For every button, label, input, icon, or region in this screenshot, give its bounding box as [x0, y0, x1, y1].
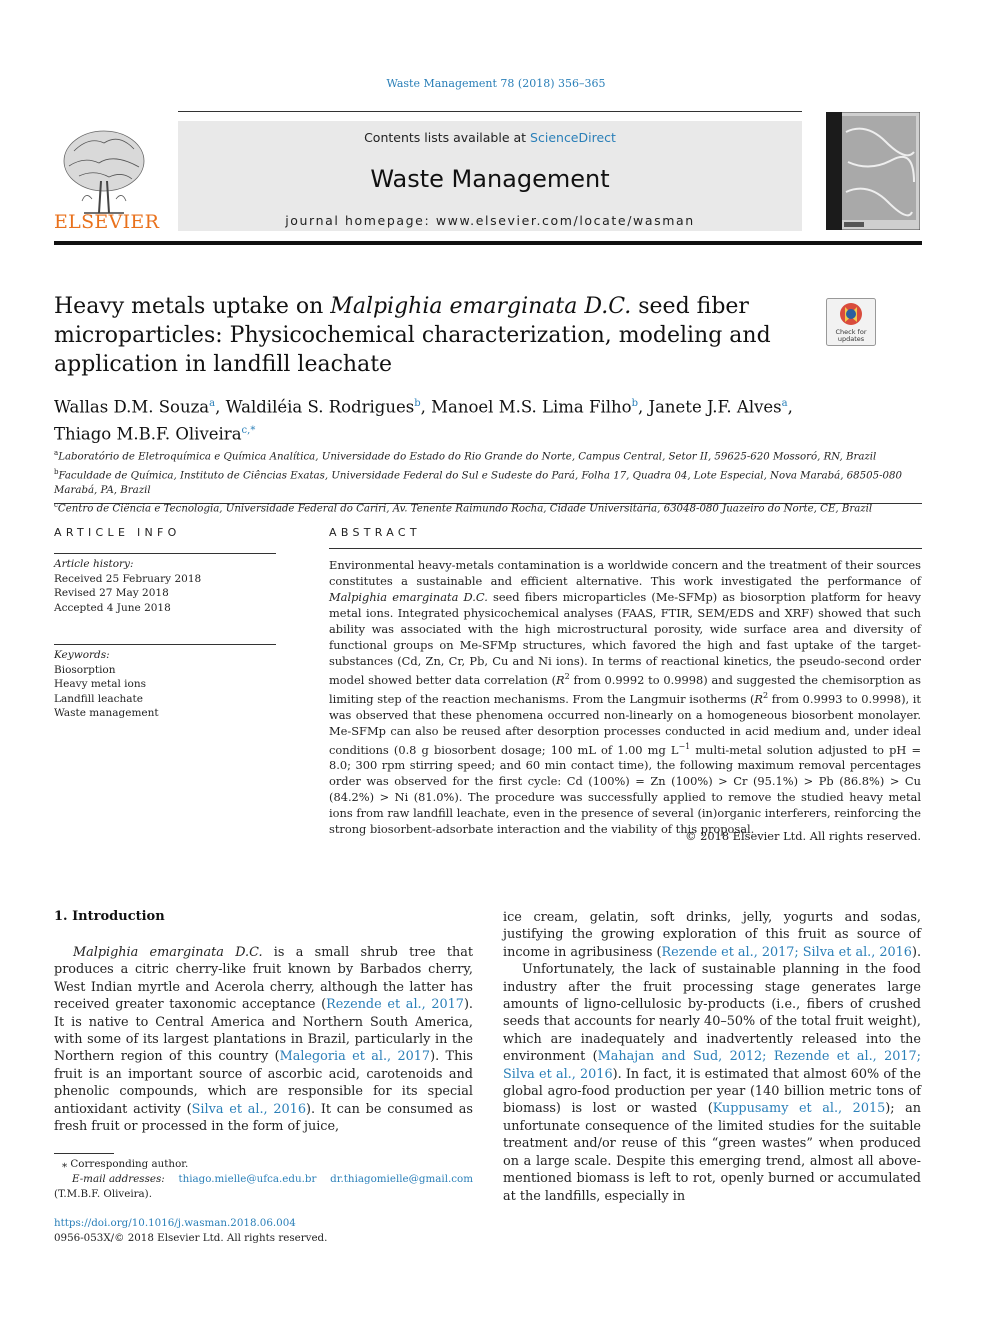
- citation-link[interactable]: Mahajan and Sud, 2012; Rezende et al., 2017; Silva et al., 2016: [503, 1049, 921, 1082]
- author-list: Wallas D.M. Souza$^a$, Waldiléia S. Rodrigues$^b$, Manoel M.S. Lima Filho$^b$, Janete J.F. Alves$^a$, Thiago M.B.F. Oliveira$^{c,*}$: [54, 397, 793, 443]
- contents-line: Contents lists available at ScienceDirect: [364, 130, 616, 145]
- body-text: ). In fact, it is estimated that almost 60% of the global agro-food production per year (140 billion metric tons of biomass) is lost or wasted (: [503, 1066, 921, 1117]
- affiliation-line: $^c$Centro de Ciência e Tecnologia, Universidade Federal do Cariri, Av. Tenente Raimundo Rocha, Cidade Universitária, 63048-080 Juazeiro do Norte, CE, Brazil: [54, 501, 873, 515]
- author-affiliation-marker[interactable]: a: [781, 398, 788, 409]
- paragraph: [503, 909, 921, 961]
- sciencedirect-link[interactable]: ScienceDirect: [530, 130, 616, 145]
- body-text: is a small shrub tree that produces a citric cherry-like fruit known by Barbados cherry, West Indian myrtle and Acerola cherry, although the latter has received greater taxonomic acceptance (: [54, 945, 473, 1013]
- check-for-updates-badge[interactable]: [826, 298, 876, 346]
- body-text: ). This fruit is an important source of ascorbic acid, carotenoids and phenolic compounds, which are responsible for its special antioxidant activity (: [54, 1049, 473, 1117]
- affiliation-line: $^a$Laboratório de Eletroquímica e Química Analítica, Universidade do Estado do Rio Grande do Norte, Campus Central, Setor II, 59625-620 Mossoró, RN, Brazil: [54, 449, 877, 463]
- citation-link[interactable]: Malegoria et al., 2017: [279, 1049, 431, 1065]
- author-name: Janete J.F. Alves: [648, 397, 782, 417]
- issn-line: 0956-053X/© 2018 Elsevier Ltd. All rights reserved.: [54, 1232, 328, 1244]
- article-info-rule: [54, 553, 276, 554]
- body-text: ). It is native to Central America and Northern South America, with some of its largest plantations in Brazil, particularly in the Northern region of this country (: [54, 997, 473, 1065]
- affiliations: [54, 446, 934, 517]
- paragraph: [503, 961, 921, 1205]
- footnote-rule: [54, 1153, 114, 1154]
- header-top-rule: [178, 111, 802, 112]
- abstract-heading: ABSTRACT: [329, 526, 421, 539]
- paragraph: [54, 944, 473, 1135]
- species-name: Malpighia emarginata D.C.: [73, 945, 263, 960]
- keyword: Landfill leachate: [54, 692, 143, 705]
- author-affiliation-marker[interactable]: a: [209, 398, 216, 409]
- journal-name: Waste Management: [370, 165, 610, 193]
- svg-text:Check for: Check for: [835, 328, 867, 336]
- corresponding-author-footnote: ⁎ Corresponding author. E-mail addresses: thiago.mielle@ufca.edu.br dr.thiagomielle@gmail.com (T.M.B.F. Oliveira).: [54, 1158, 473, 1200]
- article-history: Article history: Received 25 February 2018 Revised 27 May 2018 Accepted 4 June 2018: [54, 558, 202, 614]
- doi-link[interactable]: https://doi.org/10.1016/j.wasman.2018.06.004: [54, 1217, 296, 1229]
- journal-banner: [178, 121, 802, 231]
- intro-column-left: [54, 944, 473, 1135]
- journal-header: [54, 111, 922, 249]
- body-text: ice cream, gelatin, soft drinks, jelly, yogurts and sodas, justifying the growing exploration of this fruit as source of income in agribusiness (: [503, 910, 921, 960]
- email-link[interactable]: dr.thiagomielle@gmail.com: [330, 1173, 473, 1185]
- introduction-heading: 1. Introduction: [54, 909, 165, 924]
- journal-cover-thumbnail[interactable]: [826, 112, 920, 230]
- svg-text:updates: updates: [837, 335, 865, 343]
- body-text: ). It can be consumed as fresh fruit or processed in the form of juice,: [54, 1101, 474, 1135]
- keywords: Keywords: Biosorption Heavy metal ions Landfill leachate Waste management: [54, 648, 276, 721]
- author-affiliation-marker[interactable]: b: [414, 398, 421, 409]
- elsevier-wordmark: ELSEVIER: [54, 211, 160, 233]
- citation-link[interactable]: Silva et al., 2016: [191, 1101, 306, 1117]
- article-title: Heavy metals uptake on Malpighia emarginata D.C. seed fiber microparticles: Physicochemical characterization, modeling and application in landfill leachate: [54, 294, 771, 377]
- email-link[interactable]: thiago.mielle@ufca.edu.br: [178, 1173, 317, 1185]
- author-name: Thiago M.B.F. Oliveira: [54, 424, 242, 443]
- author-name: Wallas D.M. Souza: [54, 397, 210, 417]
- intro-column-right: [503, 909, 921, 1205]
- keyword: Heavy metal ions: [54, 678, 147, 690]
- body-text: ).: [911, 944, 922, 960]
- abstract-body: Environmental heavy-metals contamination is a worldwide concern and the treatment of their sources constitutes a sustainable and efficient alternative. This work investigated the performance of Malpighia emarginata D.C. seed fibers microparticles (Me-SFMp) as biosorption platform for heavy metal ions. Integrated physicochemical analyses (FAAS, FTIR, SEM/EDS and XRF) showed that such ability was associated with the high microstructural porosity, wide surface area and diversity of functional groups on Me-SFMp structures, which favored the high and fast uptake of the target-substances (Cd, Zn, Cr, Pb, Cu and Ni ions). In terms of reactional kinetics, the pseudo-second order model showed better data correlation ($R^2$ from 0.9992 to 0.9998) and suggested the chemisorption as limiting step of the reaction mechanisms. From the Langmuir isotherms ($R^2$ from 0.9993 to 0.9998), it was observed that these phenomena occurred non-linearly on a homogeneous biosorbent monolayer. Me-SFMp can also be reused after desorption processes conducted in acid medium and, under ideal conditions (0.8 g biosorbent dosage; 100 mL of 1.00 mg $L^{-1}$ multi-metal solution adjusted to pH = 8.0; 300 rpm stirring speed; and 60 min contact time), the following maximum removal percentages order was observed for the first cycle: Cd (100%) = Zn (100%) > Cr (95.1%) > Pb (86.8%) > Cu (84.2%) > Ni (81.0%). The procedure was successfully applied to remove the studied heavy metal ions from raw landfill leachate, even in the presence of several (in)organic interferers, reinforcing the strong biosorbent-adsorbate interaction and the viability of this proposal.: [329, 558, 921, 837]
- author-name: Manoel M.S. Lima Filho: [431, 397, 632, 417]
- citation-link[interactable]: Rezende et al., 2017: [326, 997, 464, 1013]
- affiliation-line: $^b$Faculdade de Química, Instituto de Ciências Exatas, Universidade Federal do Sul e Sudeste do Pará, Folha 17, Quadra 04, Lote Especial, Nova Marabá, 68505-080 Marabá, PA, Brazil: [54, 467, 902, 496]
- keyword: Waste management: [54, 707, 159, 719]
- author-affiliation-marker[interactable]: b: [631, 398, 638, 409]
- keywords-rule: [54, 644, 276, 645]
- header-divider: [54, 503, 922, 504]
- body-text: ); an unfortunate consequence of the limited studies for the suitable treatment and/or reuse of this “green wastes” when produced on a large scale. Despite this emerging trend, almost all above-mentioned biomass is left to rot, openly burned or accumulated at the landfills, especially in: [503, 1101, 921, 1204]
- author-name: Waldiléia S. Rodrigues: [225, 397, 415, 417]
- author-affiliation-marker[interactable]: c,*: [241, 424, 256, 436]
- abstract-rule: [329, 548, 922, 549]
- article-info-heading: ARTICLE INFO: [54, 526, 181, 539]
- header-bottom-rule: [54, 241, 922, 245]
- citation-link[interactable]: Rezende et al., 2017; Silva et al., 2016: [661, 944, 912, 960]
- journal-reference[interactable]: Waste Management 78 (2018) 356–365: [386, 77, 606, 90]
- keyword: Biosorption: [54, 663, 116, 676]
- citation-link[interactable]: Kuppusamy et al., 2015: [712, 1101, 886, 1117]
- journal-homepage[interactable]: journal homepage: www.elsevier.com/locate/wasman: [285, 213, 695, 228]
- body-text: Unfortunately, the lack of sustainable planning in the food industry after the fruit processing stage generates large amounts of ligno-cellulosic by-products (i.e., fibers of crushed seeds that accounts for nearly 40–50% of the total fruit weight), which are inadequately and inadvertently released into the environment (: [503, 962, 921, 1065]
- copyright-notice: © 2018 Elsevier Ltd. All rights reserved.: [685, 829, 921, 843]
